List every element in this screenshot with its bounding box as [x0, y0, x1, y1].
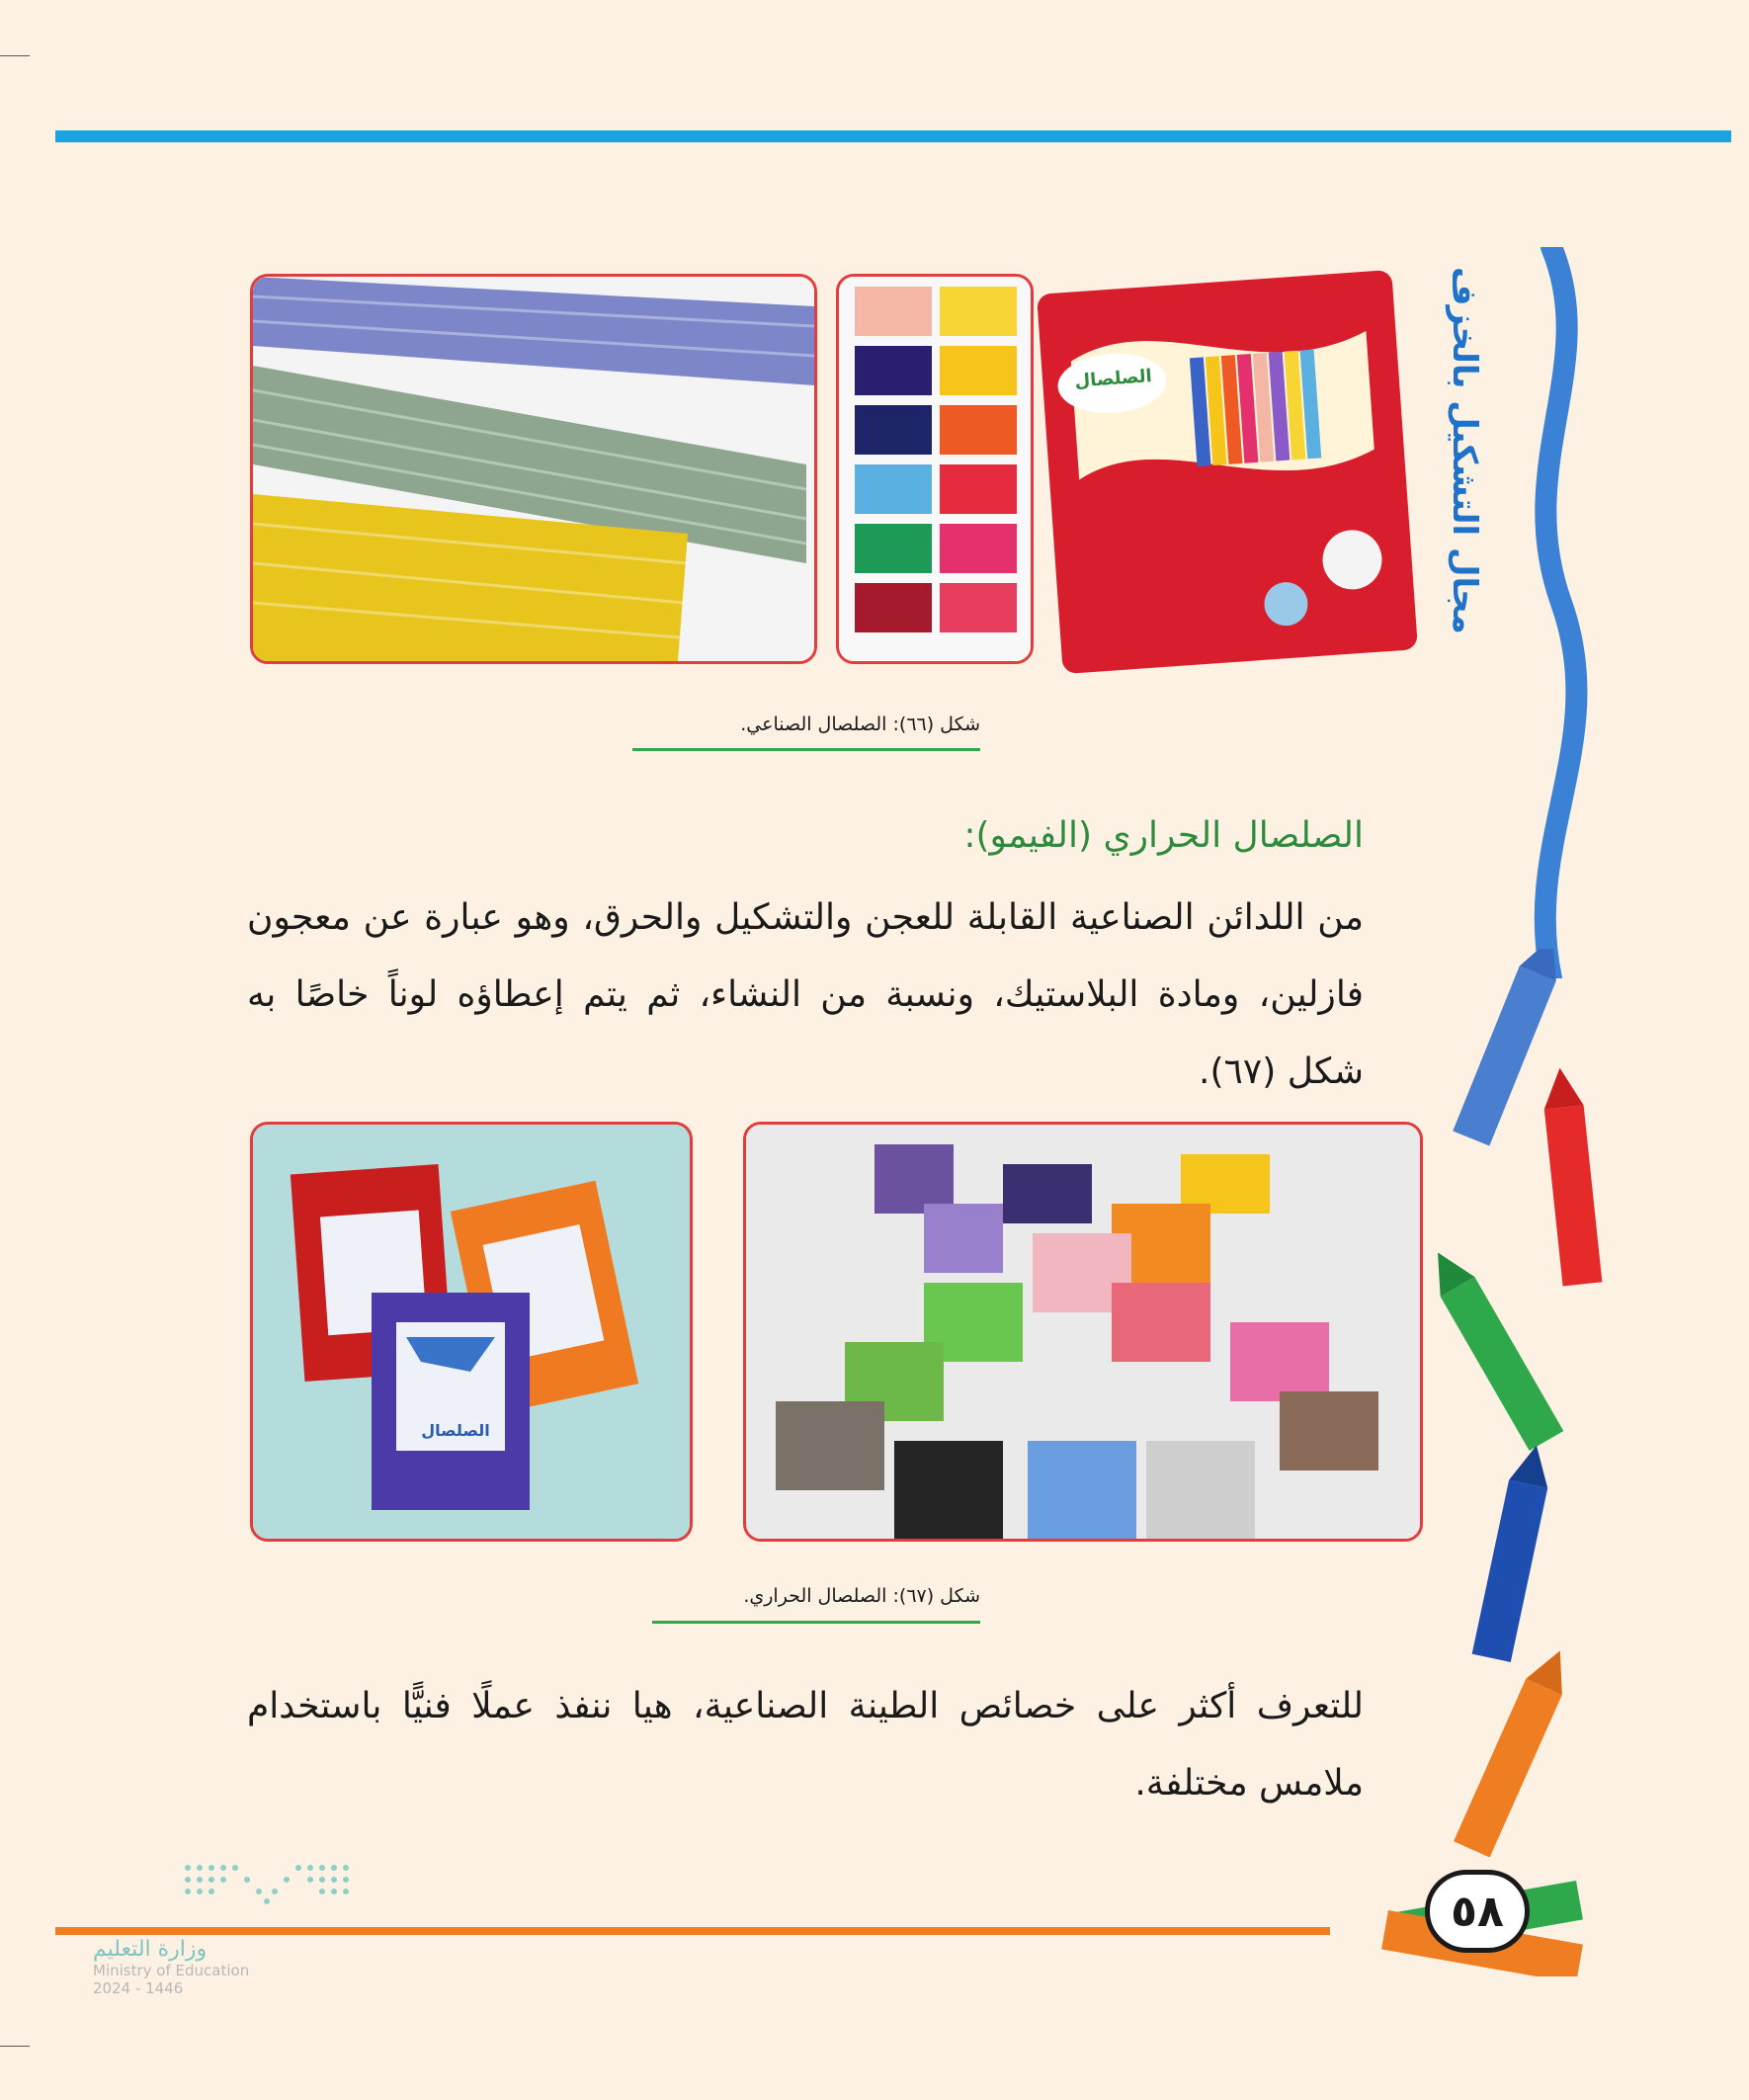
ministry-footer: [93, 1937, 249, 1997]
page-number: ٥٨: [1425, 1870, 1530, 1953]
crop-mark: [0, 55, 30, 56]
clay-color-blocks-photo: [836, 274, 1034, 664]
ministry-year: 2024 - 1446: [93, 1979, 184, 1997]
clay-packs-illustration: [253, 1125, 690, 1539]
clay-box-photo: [1037, 270, 1418, 674]
color-blocks-illustration: [839, 277, 1031, 661]
clay-sticks-illustration: [253, 277, 814, 661]
ministry-arabic-name: وزارة التعليم: [93, 1937, 208, 1962]
figure67-caption: شكل (٦٧): الصلصال الحراري.: [743, 1585, 980, 1607]
clay-box-label: الصلصال: [1073, 366, 1153, 392]
figure66-caption: شكل (٦٦): الصلصال الصناعي.: [740, 714, 980, 735]
clay-pack-label: الصلصال: [421, 1421, 490, 1440]
side-wave-decoration: [1482, 247, 1621, 978]
crop-mark: [0, 2046, 30, 2047]
figure67-caption-underline: [652, 1621, 980, 1624]
crayons-decoration: [1285, 949, 1621, 1976]
clay-box-illustration: [1037, 270, 1418, 674]
ministry-english-name: Ministry of Education: [93, 1962, 250, 1979]
section-paragraph: من اللدائن الصناعية القابلة للعجن والتشكيل والحرق، وهو عبارة عن معجون فازلين، ومادة البلاستيك، ونسبة من النشاء، ثم يتم إعطاؤه لوناً خاصًا به شكل (٦٧).: [247, 897, 1364, 1092]
figure66-caption-underline: [632, 748, 980, 751]
top-accent-band: [55, 130, 1731, 142]
footer-orange-line: [55, 1927, 1330, 1935]
clay-sticks-photo: [250, 274, 817, 664]
ministry-logo-dots: [178, 1858, 356, 1907]
section-heading: الصلصال الحراري (الفيمو):: [963, 815, 1364, 856]
closing-paragraph: للتعرف أكثر على خصائص الطينة الصناعية، هيا ننفذ عملًا فنيًّا باستخدام ملامس مختلفة.: [247, 1686, 1364, 1804]
side-section-title: مجال التشكيل بالخزف: [1445, 267, 1484, 634]
clay-packs-photo: [250, 1122, 693, 1542]
